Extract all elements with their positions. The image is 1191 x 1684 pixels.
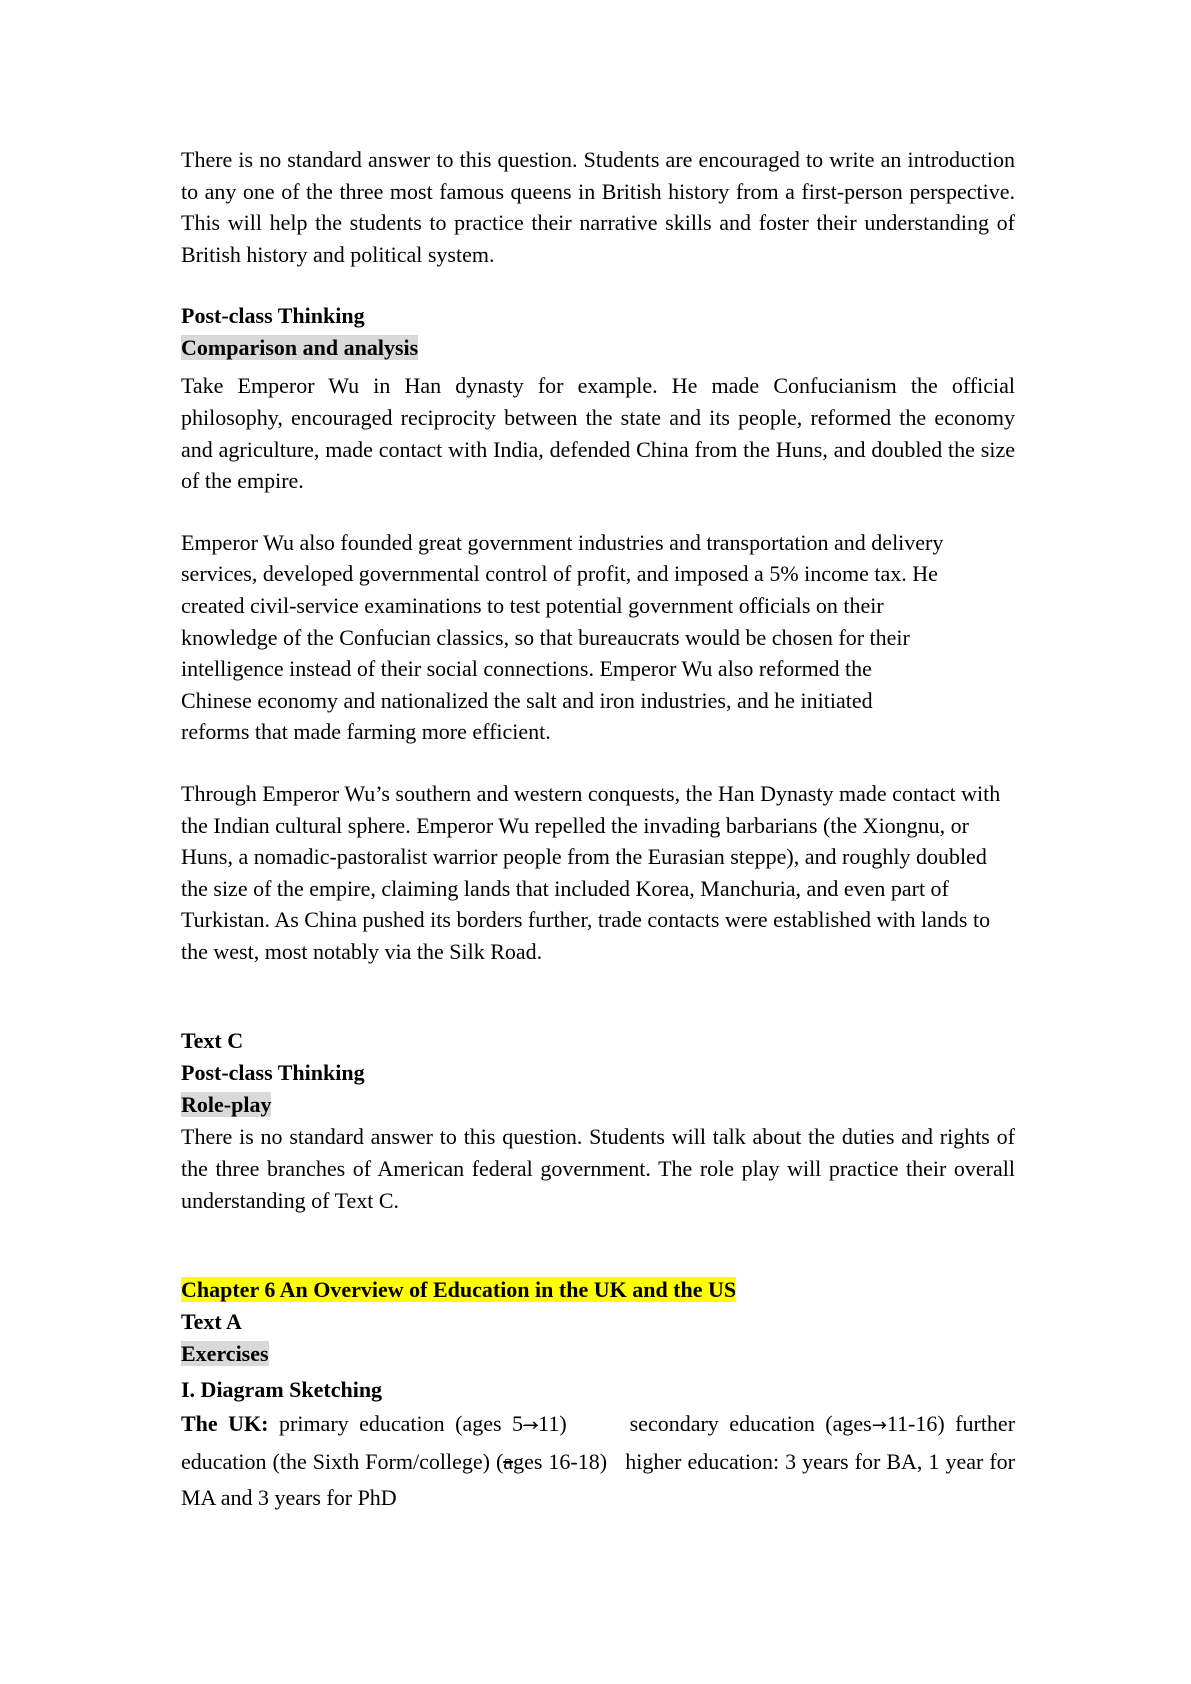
diagram-sketching-heading: I. Diagram Sketching <box>181 1377 383 1403</box>
arrow-icon: → <box>523 1415 539 1437</box>
role-play-paragraph: There is no standard answer to this question. Students will talk about the duties and rights of the three branches of American federal government. The role play will practice their overall understanding of Text C. <box>181 1124 1015 1213</box>
chapter-6-title: Chapter 6 An Overview of Education in the UK and the US <box>181 1277 737 1303</box>
higher-education: higher education: 3 years for BA, 1 year for MA and 3 years for PhD <box>181 1449 1016 1511</box>
uk-education-diagram-text <box>181 1406 1015 1516</box>
spacer <box>181 748 1015 778</box>
uk-label: The UK: <box>181 1411 269 1437</box>
emperor-wu-paragraph-1: Take Emperor Wu in Han dynasty for example. He made Confucianism the official philosophy, encouraged reciprocity between the state and its people, reformed the economy and agriculture, made contact with India, defended China from the Huns, and doubled the size of the empire. <box>181 373 1015 494</box>
spacer <box>181 270 1015 300</box>
exercises-label: Exercises <box>181 1341 269 1367</box>
primary-education: primary education (ages 5 <box>279 1411 524 1437</box>
further-education-struck: a <box>503 1449 514 1475</box>
spacer <box>181 497 1015 527</box>
secondary-education: secondary education (ages <box>629 1411 872 1437</box>
post-class-thinking-heading-2: Post-class Thinking <box>181 1060 365 1086</box>
intro-paragraph: There is no standard answer to this question. Students are encouraged to write an introduction to any one of the three most famous queens in British history from a first-person perspective. This will help the students to practice their narrative skills and foster their understanding of British history and political system. <box>181 147 1015 267</box>
further-education-end: ges 16-18) <box>513 1449 608 1475</box>
role-play-subheading: Role-play <box>181 1092 272 1118</box>
post-class-thinking-heading-1: Post-class Thinking <box>181 303 365 329</box>
text-a-label: Text A <box>181 1309 242 1335</box>
further-education: further education (the Sixth Form/college) ( <box>181 1411 1016 1475</box>
spacer <box>181 967 1015 1025</box>
arrow-icon: → <box>871 1415 887 1437</box>
emperor-wu-paragraph-3: Through Emperor Wu’s southern and western conquests, the Han Dynasty made contact with the Indian cultural sphere. Emperor Wu repelled the invading barbarians (the Xiongnu, or Huns, a nomadic-pastoralist warrior people from the Eurasian steppe), and roughly doubled the size of the empire, claiming lands that included Korea, Manchuria, and even part of Turkistan. As China pushed its borders further, trade contacts were established with lands to the west, most notably via the Silk Road. <box>181 780 1001 964</box>
emperor-wu-paragraph-2: Emperor Wu also founded great government industries and transportation and delivery services, developed governmental control of profit, and imposed a 5% income tax. He created civil-service examinations to test potential government officials on their knowledge of the Confucian classics, so that bureaucrats would be chosen for their intelligence instead of their social connections. Emperor Wu also reformed the Chinese economy and nationalized the salt and iron industries, and he initiated reforms that made farming more efficient. <box>181 529 944 745</box>
secondary-education-end: 11-16) <box>886 1411 945 1437</box>
text-c-label: Text C <box>181 1028 244 1054</box>
document-page <box>181 144 1015 1516</box>
primary-education-end: 11) <box>538 1411 567 1437</box>
spacer <box>181 1216 1015 1274</box>
comparison-analysis-subheading: Comparison and analysis <box>181 335 419 361</box>
